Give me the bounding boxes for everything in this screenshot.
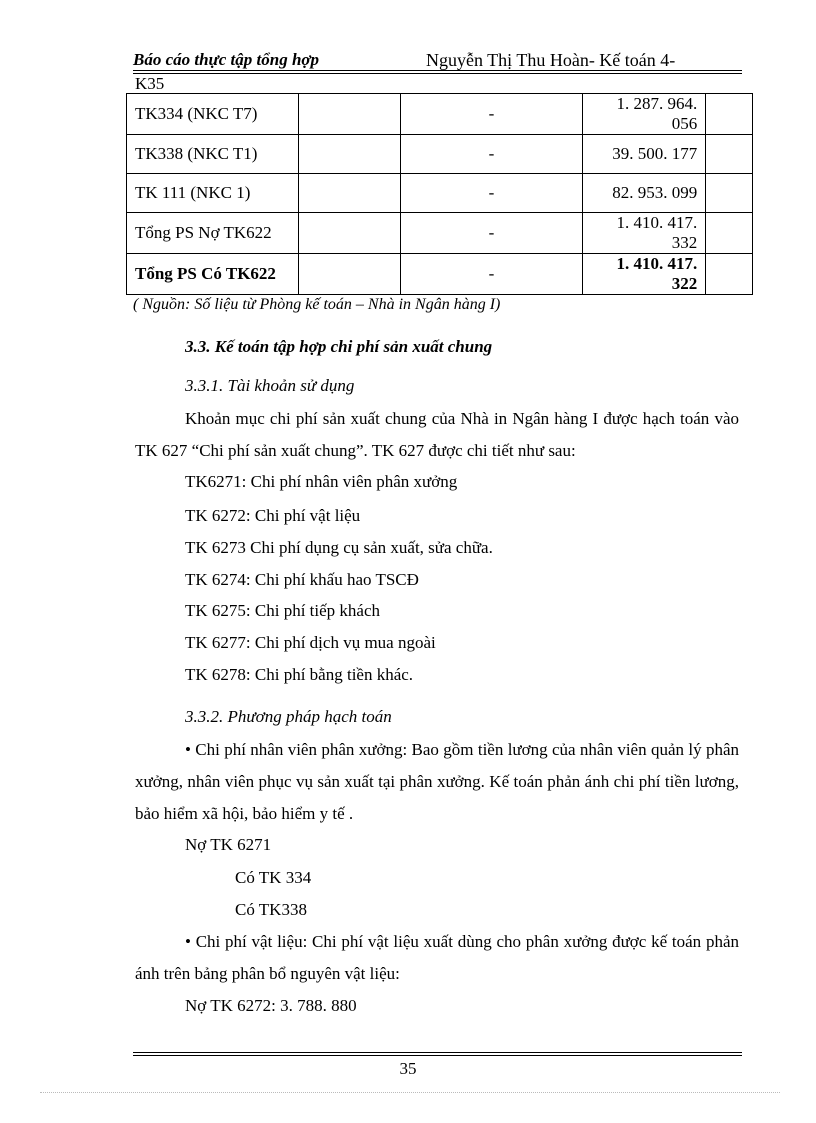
table-row-total	[127, 254, 753, 295]
header-divider-second	[133, 73, 742, 74]
table-cell-amount: 1. 410. 417. 332	[582, 213, 706, 254]
table-cell-account: TK338 (NKC T1)	[127, 135, 299, 174]
table-cell-empty	[298, 174, 400, 213]
table-cell-dash: -	[401, 94, 582, 135]
account-item: TK 6277: Chi phí dịch vụ mua ngoài	[185, 633, 436, 652]
table-cell-empty	[298, 94, 400, 135]
table-cell-account: TK 111 (NKC 1)	[127, 174, 299, 213]
table-cell-dash: -	[401, 135, 582, 174]
section-heading: 3.3. Kế toán tập hợp chi phí sản xuất chung	[185, 337, 493, 356]
entry-credit: Có TK338	[235, 900, 307, 919]
table-cell-amount: 1. 410. 417. 322	[582, 254, 706, 295]
paragraph-intro: Khoản mục chi phí sản xuất chung của Nhà in Ngân hàng I được hạch toán vào TK 627 “Chi phí sản xuất chung”. TK 627 được chi tiết như sau:	[135, 409, 739, 460]
table-cell-empty	[706, 135, 753, 174]
account-item: TK6271: Chi phí nhân viên phân xưởng	[185, 472, 458, 491]
table-cell-empty	[706, 174, 753, 213]
account-item: TK 6275: Chi phí tiếp khách	[185, 601, 381, 620]
account-item: TK 6274: Chi phí khấu hao TSCĐ	[185, 570, 419, 589]
page-number: 35	[399, 1059, 417, 1078]
table-row	[127, 174, 753, 213]
table-cell-account: Tổng PS Nợ TK622	[127, 213, 299, 254]
header-author: Nguyễn Thị Thu Hoàn- Kế toán 4-	[426, 50, 676, 70]
table-cell-account: TK334 (NKC T7)	[127, 94, 299, 135]
paragraph-material-cost: • Chi phí vật liệu: Chi phí vật liệu xuất dùng cho phân xưởng được kế toán phản ánh trên bảng phân bổ nguyên vật liệu:	[135, 932, 739, 983]
table-cell-dash: -	[401, 213, 582, 254]
footer-divider	[133, 1052, 742, 1053]
table-row	[127, 135, 753, 174]
table-cell-empty	[298, 135, 400, 174]
entry-credit: Có TK 334	[235, 868, 312, 887]
table-row	[127, 94, 753, 135]
table-cell-empty	[706, 213, 753, 254]
table-cell-dash: -	[401, 174, 582, 213]
subsection-heading-accounts: 3.3.1. Tài khoản sử dụng	[185, 376, 355, 395]
page-edge-dotted-line	[40, 1092, 780, 1093]
table-cell-amount: 1. 287. 964. 056	[582, 94, 706, 135]
account-item: TK 6272: Chi phí vật liệu	[185, 506, 361, 525]
footer-divider-second	[133, 1055, 742, 1056]
header-divider	[133, 70, 742, 71]
table-cell-amount: 82. 953. 099	[582, 174, 706, 213]
table-row	[127, 213, 753, 254]
table-cell-empty	[706, 94, 753, 135]
header-report-title: Báo cáo thực tập tổng hợp	[133, 50, 320, 69]
entry-debit-amount: Nợ TK 6272: 3. 788. 880	[185, 996, 357, 1015]
subsection-heading-method: 3.3.2. Phương pháp hạch toán	[185, 707, 392, 726]
table-cell-empty	[298, 254, 400, 295]
table-cell-empty	[706, 254, 753, 295]
paragraph-labor-cost: • Chi phí nhân viên phân xưởng: Bao gồm tiền lương của nhân viên quản lý phân xưởng, nhân viên phục vụ sản xuất tại phân xưởng. Kế toán phản ánh chi phí tiền lương, bảo hiểm xã hội, bảo hiểm y tế .	[135, 740, 739, 823]
table-cell-dash: -	[401, 254, 582, 295]
table-source-note: ( Nguồn: Số liệu từ Phòng kế toán – Nhà in Ngân hàng I)	[133, 296, 501, 313]
table-cell-account: Tổng PS Có TK622	[127, 254, 299, 295]
header-author-continuation: K35	[135, 74, 165, 93]
entry-debit: Nợ TK 6271	[185, 835, 272, 854]
account-item: TK 6273 Chi phí dụng cụ sản xuất, sửa chữa.	[185, 538, 493, 557]
table-cell-amount: 39. 500. 177	[582, 135, 706, 174]
cost-table	[126, 93, 753, 295]
account-item: TK 6278: Chi phí bằng tiền khác.	[185, 665, 414, 684]
table-cell-empty	[298, 213, 400, 254]
